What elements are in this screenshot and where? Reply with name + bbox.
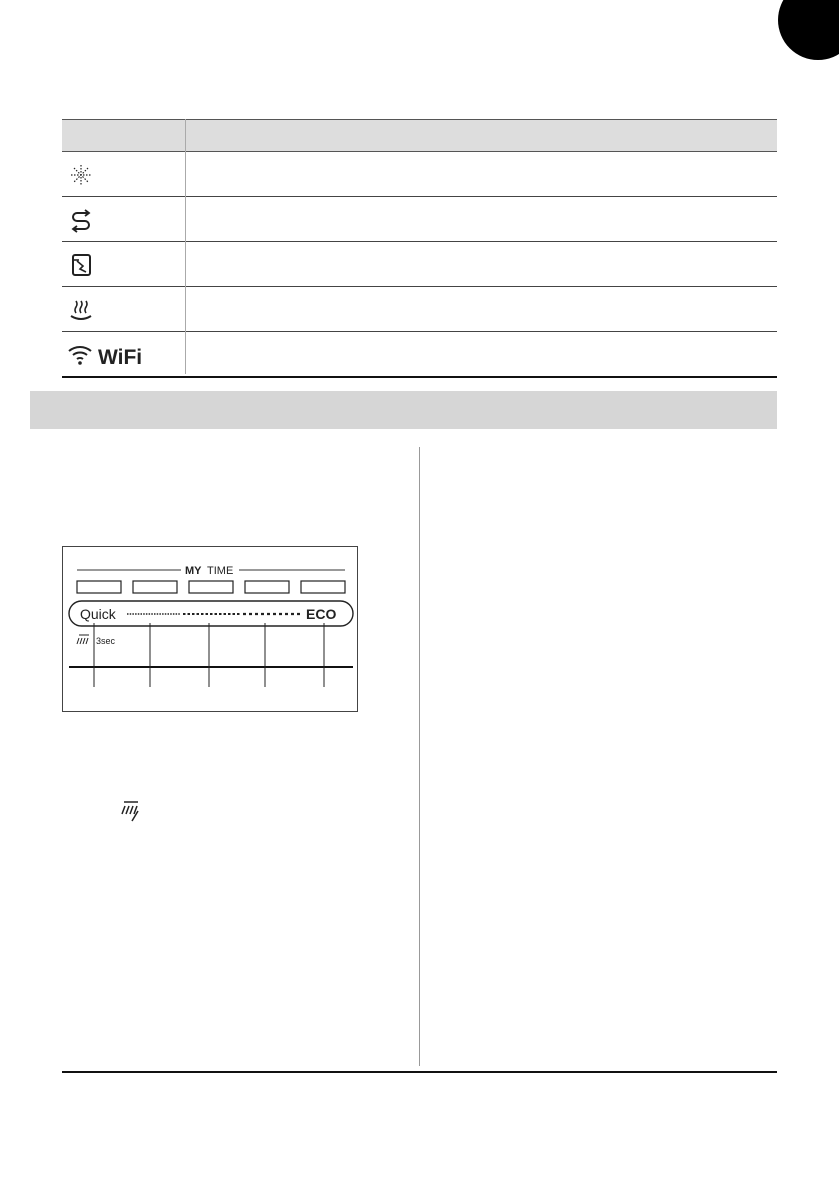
table-column-divider [185,119,186,374]
panel-title-my: MY [185,565,202,577]
indicator-light-2 [133,581,177,593]
table-row [62,242,777,287]
table-row [62,287,777,332]
section-heading-bar [30,391,777,429]
wifi-icon [66,342,166,368]
slider-start-label: Quick [80,606,116,622]
slider-end-label: ECO [306,606,337,622]
heat-dry-icon [66,297,166,323]
indicator-light-5 [301,581,345,593]
wifi-label: WiFi [98,346,143,368]
indicator-light-3 [189,581,233,593]
indicator-table [62,119,777,378]
spray-icon [77,635,89,644]
table-row [62,197,777,242]
table-header [62,119,777,152]
indicator-light-1 [77,581,121,593]
hold-duration-label: 3sec [96,636,116,646]
recycle-loop-icon [66,207,166,233]
table-row [62,332,777,378]
indicator-light-4 [245,581,289,593]
spray-icon [118,797,144,823]
my-time-panel-illustration [62,546,358,712]
column-rule [419,447,420,1066]
bottom-rule [62,1071,777,1073]
table-row [62,152,777,197]
panel-title-time: TIME [207,565,234,577]
door-open-icon [66,252,166,278]
sparkle-icon [66,162,166,188]
page-number-tab [778,0,839,60]
